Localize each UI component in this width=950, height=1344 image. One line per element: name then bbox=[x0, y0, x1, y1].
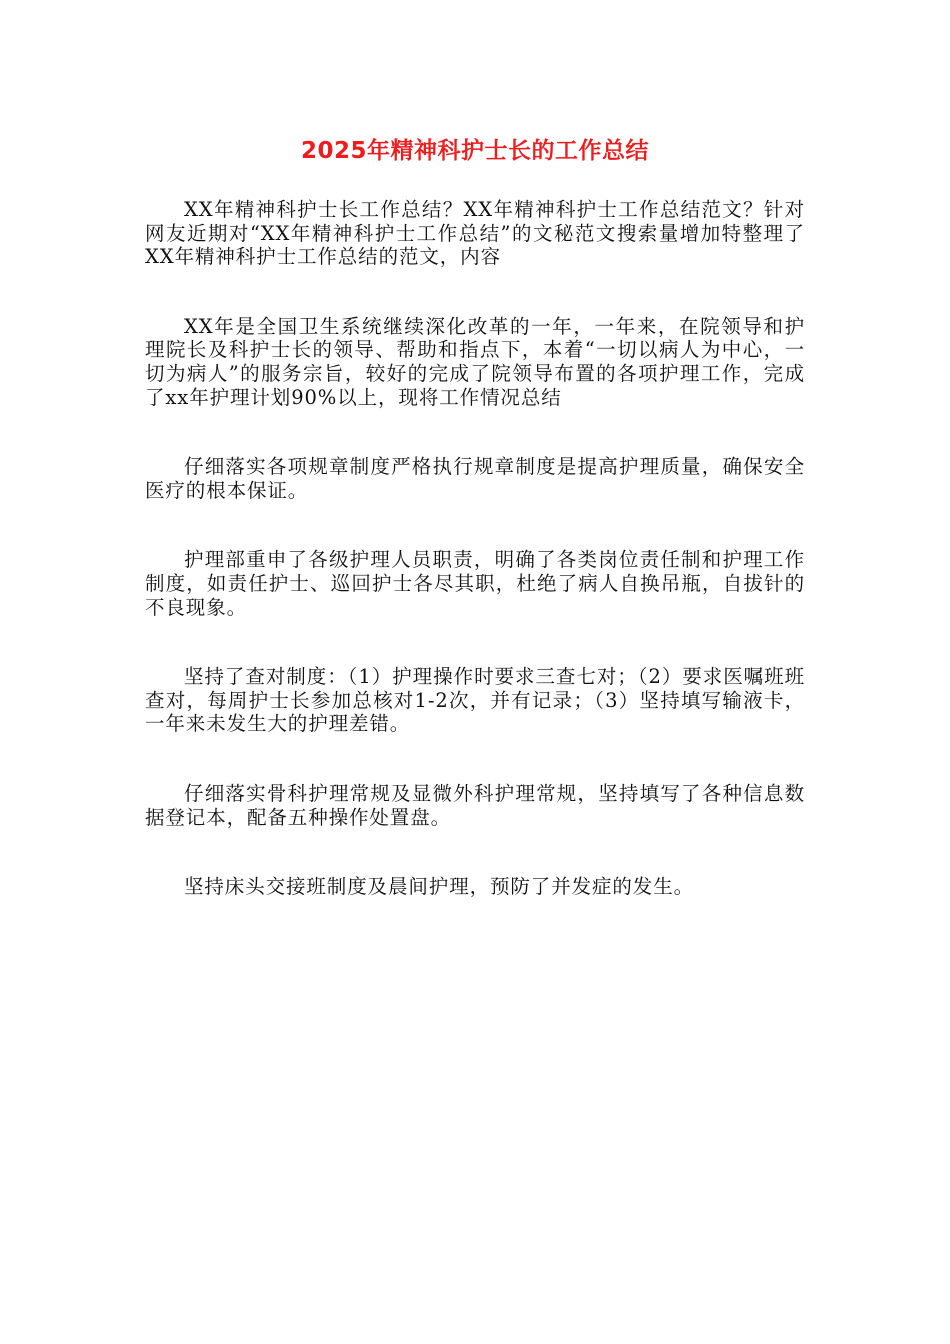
document-title: 2025年精神科护士长的工作总结 bbox=[300, 138, 649, 164]
paragraph-regulations: 仔细落实各项规章制度严格执行规章制度是提高护理质量，确保安全医疗的根本保证。 bbox=[145, 455, 805, 502]
paragraph-nursing-routines: 仔细落实骨科护理常规及显微外科护理常规，坚持填写了各种信息数据登记本，配备五种操作处置盘。 bbox=[145, 781, 805, 829]
paragraph-overview: XX年是全国卫生系统继续深化改革的一年，一年来，在院领导和护理院长及科护士长的领导、帮助和指点下，本着“一切以病人为中心，一切为病人”的服务宗旨，较好的完成了院领导布置的各项护理工作，完成了xx年护理计划90%以上，现将工作情况总结 bbox=[145, 314, 805, 409]
paragraph-checking-system: 坚持了查对制度：（1）护理操作时要求三查七对；（2）要求医嘱班班查对，每周护士长参加总核对1-2次，并有记录；（3）坚持填写输液卡，一年来未发生大的护理差错。 bbox=[145, 665, 805, 736]
paragraph-responsibilities: 护理部重申了各级护理人员职责，明确了各类岗位责任制和护理工作制度，如责任护士、巡回护士各尽其职，杜绝了病人自换吊瓶，自拔针的不良现象。 bbox=[145, 548, 805, 619]
document-body bbox=[145, 198, 805, 899]
paragraph-intro: XX年精神科护士长工作总结？XX年精神科护士工作总结范文？针对网友近期对“XX年精神科护士工作总结”的文秘范文搜索量增加特整理了XX年精神科护士工作总结的范文，内容 bbox=[145, 198, 805, 269]
paragraph-shift-handover: 坚持床头交接班制度及晨间护理，预防了并发症的发生。 bbox=[184, 875, 695, 899]
